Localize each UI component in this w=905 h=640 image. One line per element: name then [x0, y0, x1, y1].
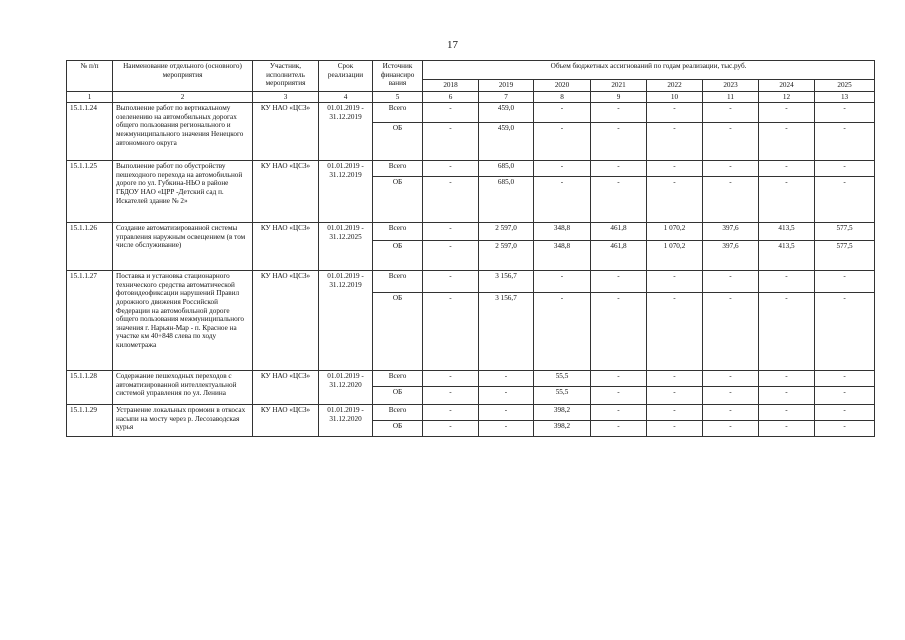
budget-value: - [647, 271, 703, 293]
column-numbers-row [67, 91, 875, 103]
budget-table [66, 60, 875, 437]
column-number: 5 [373, 91, 423, 103]
table-body [67, 103, 875, 437]
table-row [67, 223, 875, 241]
budget-value: 1 070,2 [647, 223, 703, 241]
budget-value: - [759, 421, 815, 437]
budget-value: 577,5 [815, 223, 875, 241]
column-number: 9 [591, 91, 647, 103]
budget-value: - [815, 177, 875, 223]
budget-value: - [647, 405, 703, 421]
budget-value: - [423, 271, 479, 293]
budget-value: - [703, 421, 759, 437]
budget-value: 398,2 [534, 421, 591, 437]
budget-value: - [647, 103, 703, 123]
column-number: 6 [423, 91, 479, 103]
budget-value: - [479, 405, 534, 421]
budget-value: 685,0 [479, 161, 534, 177]
budget-value: - [423, 177, 479, 223]
budget-value: - [647, 421, 703, 437]
budget-value: - [423, 241, 479, 271]
budget-value: - [647, 123, 703, 161]
period: 01.01.2019 - 31.12.2019 [319, 271, 373, 371]
budget-value: 397,6 [703, 241, 759, 271]
budget-value: - [647, 371, 703, 387]
column-number: 10 [647, 91, 703, 103]
budget-value: - [591, 103, 647, 123]
table-row [67, 161, 875, 177]
funding-source: ОБ [373, 387, 423, 405]
activity-name: Поставка и установка стационарного технического средства автоматической фотовидеофиксации нарушений Правил дорожного движения Российской Федерации на автомобильной дороге общего пользования межмуниципального значения г. Нарьян-Мар - п. Красное на участке км 40+848 слева по ходу километража [113, 271, 253, 371]
row-number: 15.1.1.29 [67, 405, 113, 437]
funding-source: ОБ [373, 293, 423, 371]
budget-value: 685,0 [479, 177, 534, 223]
executor: КУ НАО «ЦСЗ» [253, 223, 319, 271]
header-year: 2024 [759, 80, 815, 92]
budget-value: - [703, 161, 759, 177]
period: 01.01.2019 - 31.12.2019 [319, 103, 373, 161]
funding-source: ОБ [373, 241, 423, 271]
column-number: 2 [113, 91, 253, 103]
budget-value: - [423, 405, 479, 421]
funding-source: ОБ [373, 177, 423, 223]
column-number: 7 [479, 91, 534, 103]
budget-value: 413,5 [759, 223, 815, 241]
budget-value: - [759, 177, 815, 223]
budget-value: 577,5 [815, 241, 875, 271]
budget-value: - [759, 161, 815, 177]
budget-value: 3 156,7 [479, 293, 534, 371]
funding-source: Всего [373, 405, 423, 421]
budget-value: 1 070,2 [647, 241, 703, 271]
budget-value: - [815, 421, 875, 437]
budget-value: - [479, 371, 534, 387]
budget-value: - [591, 421, 647, 437]
budget-value: - [591, 387, 647, 405]
period: 01.01.2019 - 31.12.2025 [319, 223, 373, 271]
page-number: 17 [447, 39, 458, 51]
budget-value: - [759, 387, 815, 405]
budget-value: - [815, 293, 875, 371]
executor: КУ НАО «ЦСЗ» [253, 271, 319, 371]
budget-value: - [815, 271, 875, 293]
budget-value: - [534, 293, 591, 371]
budget-value: 413,5 [759, 241, 815, 271]
budget-value: - [534, 161, 591, 177]
budget-value: - [423, 161, 479, 177]
budget-value: - [479, 387, 534, 405]
activity-name: Выполнение работ по обустройству пешеходного перехода на автомобильной дороге по ул. Губкина-НЬО в районе ГБДОУ НАО «ЦРР -Детский сад п. Искателей здание № 2» [113, 161, 253, 223]
table-row [67, 103, 875, 123]
column-number: 12 [759, 91, 815, 103]
row-number: 15.1.1.25 [67, 161, 113, 223]
budget-value: - [423, 421, 479, 437]
column-number: 13 [815, 91, 875, 103]
header-budget: Объем бюджетных ассигнований по годам реализации, тыс.руб. [423, 61, 875, 80]
column-number: 3 [253, 91, 319, 103]
activity-name: Содержание пешеходных переходов с автоматизированной интеллектуальной системой управления по ул. Ленина [113, 371, 253, 405]
budget-value: - [591, 123, 647, 161]
header-year: 2019 [479, 80, 534, 92]
budget-value: - [703, 103, 759, 123]
funding-source: ОБ [373, 421, 423, 437]
header-name: Наименование отдельного (основного) мероприятия [113, 61, 253, 92]
column-number: 8 [534, 91, 591, 103]
budget-value: - [591, 293, 647, 371]
budget-value: 2 597,0 [479, 241, 534, 271]
funding-source: ОБ [373, 123, 423, 161]
budget-value: - [703, 405, 759, 421]
header-period: Срок реализации [319, 61, 373, 92]
budget-value: 3 156,7 [479, 271, 534, 293]
funding-source: Всего [373, 223, 423, 241]
column-number: 11 [703, 91, 759, 103]
budget-value: - [647, 293, 703, 371]
budget-value: - [591, 271, 647, 293]
table-row [67, 405, 875, 421]
budget-value: - [759, 123, 815, 161]
budget-value: 55,5 [534, 387, 591, 405]
header-year: 2022 [647, 80, 703, 92]
funding-source: Всего [373, 161, 423, 177]
budget-value: - [703, 271, 759, 293]
budget-value: 461,8 [591, 241, 647, 271]
budget-value: 461,8 [591, 223, 647, 241]
budget-value: - [423, 293, 479, 371]
funding-source: Всего [373, 103, 423, 123]
period: 01.01.2019 - 31.12.2020 [319, 371, 373, 405]
executor: КУ НАО «ЦСЗ» [253, 161, 319, 223]
budget-value: - [703, 371, 759, 387]
column-number: 4 [319, 91, 373, 103]
budget-value: - [815, 405, 875, 421]
budget-value: 459,0 [479, 103, 534, 123]
activity-name: Создание автоматизированной системы управления наружным освещением (в том числе обслуживание) [113, 223, 253, 271]
budget-value: 397,6 [703, 223, 759, 241]
row-number: 15.1.1.28 [67, 371, 113, 405]
budget-value: - [815, 123, 875, 161]
activity-name: Устранение локальных промоин в откосах насыпи на мосту через р. Лесозаводская курья [113, 405, 253, 437]
row-number: 15.1.1.26 [67, 223, 113, 271]
executor: КУ НАО «ЦСЗ» [253, 371, 319, 405]
header-year: 2021 [591, 80, 647, 92]
column-number: 1 [67, 91, 113, 103]
budget-value: - [591, 161, 647, 177]
budget-value: - [759, 405, 815, 421]
executor: КУ НАО «ЦСЗ» [253, 405, 319, 437]
budget-value: - [534, 271, 591, 293]
budget-value: - [759, 293, 815, 371]
budget-value: - [703, 177, 759, 223]
budget-value: - [759, 271, 815, 293]
budget-value: - [534, 103, 591, 123]
activity-name: Выполнение работ по вертикальному озеленению на автомобильных дорогах общего пользования регионального и межмуниципального значения Ненецкого автономного округа [113, 103, 253, 161]
header-year: 2020 [534, 80, 591, 92]
budget-value: - [423, 103, 479, 123]
budget-value: - [423, 123, 479, 161]
header-year: 2018 [423, 80, 479, 92]
budget-value: - [534, 123, 591, 161]
budget-value: 2 597,0 [479, 223, 534, 241]
budget-value: - [423, 223, 479, 241]
budget-value: - [479, 421, 534, 437]
budget-value: - [647, 161, 703, 177]
budget-value: 55,5 [534, 371, 591, 387]
budget-value: - [423, 371, 479, 387]
header-num: № п/п [67, 61, 113, 92]
budget-value: 348,8 [534, 223, 591, 241]
budget-value: - [423, 387, 479, 405]
budget-value: - [534, 177, 591, 223]
budget-value: 398,2 [534, 405, 591, 421]
budget-value: - [703, 293, 759, 371]
table-header [67, 61, 875, 103]
budget-value: - [647, 387, 703, 405]
budget-value: - [591, 177, 647, 223]
budget-value: - [703, 123, 759, 161]
budget-value: - [815, 161, 875, 177]
budget-value: - [759, 103, 815, 123]
period: 01.01.2019 - 31.12.2019 [319, 161, 373, 223]
funding-source: Всего [373, 271, 423, 293]
header-source: Источник финансиро вания [373, 61, 423, 92]
budget-value: 348,8 [534, 241, 591, 271]
budget-value: - [815, 103, 875, 123]
header-year: 2023 [703, 80, 759, 92]
budget-value: - [815, 371, 875, 387]
header-year: 2025 [815, 80, 875, 92]
executor: КУ НАО «ЦСЗ» [253, 103, 319, 161]
row-number: 15.1.1.27 [67, 271, 113, 371]
row-number: 15.1.1.24 [67, 103, 113, 161]
budget-value: - [647, 177, 703, 223]
funding-source: Всего [373, 371, 423, 387]
budget-value: - [591, 405, 647, 421]
table-row [67, 271, 875, 293]
budget-value: 459,0 [479, 123, 534, 161]
header-executor: Участник, исполнитель мероприятия [253, 61, 319, 92]
budget-value: - [759, 371, 815, 387]
budget-value: - [591, 371, 647, 387]
budget-value: - [815, 387, 875, 405]
period: 01.01.2019 - 31.12.2020 [319, 405, 373, 437]
budget-value: - [703, 387, 759, 405]
table-row [67, 371, 875, 387]
